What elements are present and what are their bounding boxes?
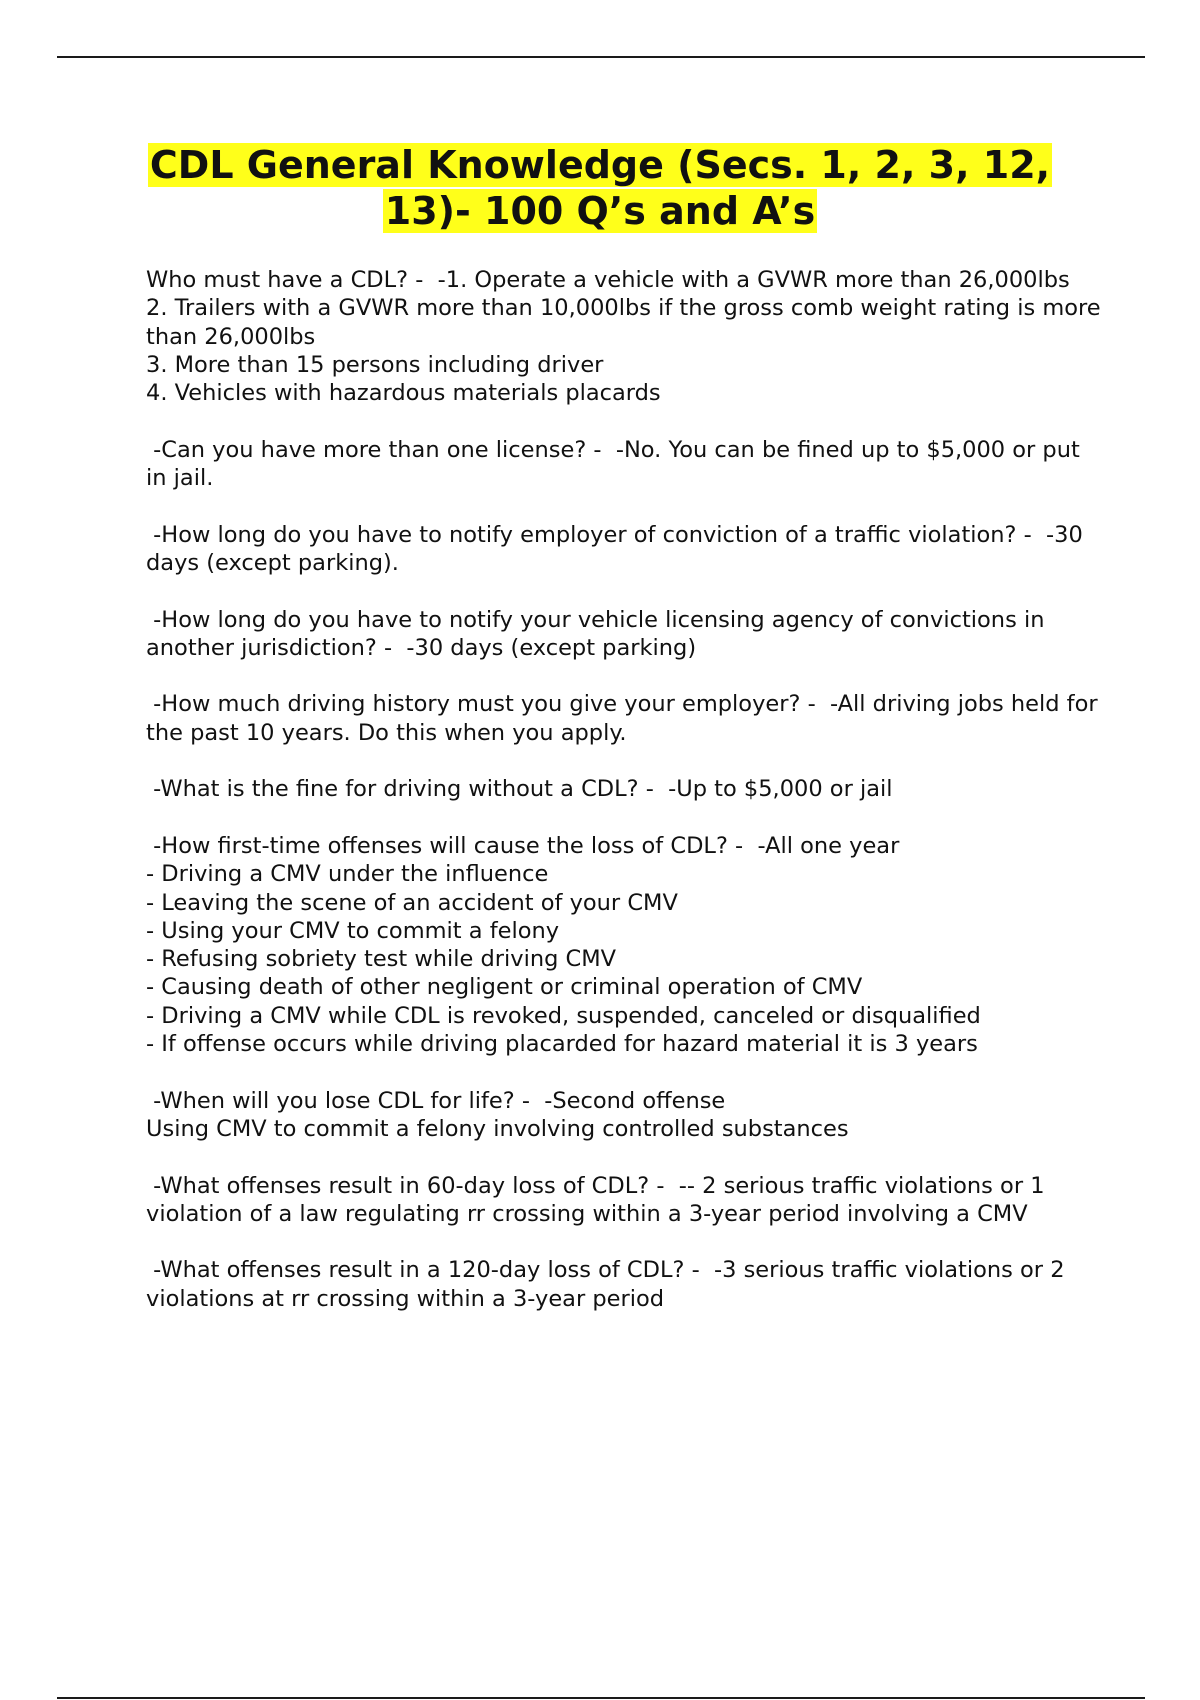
qa-list xyxy=(146,266,1106,1341)
qa-item xyxy=(146,690,1106,747)
question-line: -How long do you have to notify employer of conviction of a traffic violation? - -30 days (except parking). xyxy=(146,521,1090,576)
qa-item xyxy=(146,521,1106,578)
bottom-rule xyxy=(57,1697,1145,1699)
question-line: -How first-time offenses will cause the loss of CDL? - -All one year xyxy=(146,832,900,859)
answer-line: 4. Vehicles with hazardous materials placards xyxy=(146,380,661,407)
qa-item xyxy=(146,606,1106,663)
question-line: -How long do you have to notify your vehicle licensing agency of convictions in another jurisdiction? - -30 days (except parking) xyxy=(146,606,1052,661)
answer-line: 3. More than 15 persons including driver xyxy=(146,351,604,378)
qa-item xyxy=(146,1256,1106,1313)
answer-line: - Refusing sobriety test while driving CMV xyxy=(146,946,617,973)
question-line: -What is the fine for driving without a CDL? - -Up to $5,000 or jail xyxy=(146,776,893,803)
qa-item xyxy=(146,775,1106,803)
answer-line: - Causing death of other negligent or criminal operation of CMV xyxy=(146,974,863,1001)
question-line: -Can you have more than one license? - -No. You can be fined up to $5,000 or put in jail. xyxy=(146,436,1087,492)
answer-line: - Driving a CMV under the influence xyxy=(146,861,549,888)
question-line: -What offenses result in a 120-day loss of CDL? - -3 serious traffic violations or 2 violations at rr crossing within a 3-year period xyxy=(146,1257,1072,1312)
answer-line: 2. Trailers with a GVWR more than 10,000lbs if the gross comb weight rating is more than 26,000lbs xyxy=(146,295,1108,350)
question-line: -What offenses result in 60-day loss of CDL? - -- 2 serious traffic violations or 1 violation of a law regulating rr crossing within a 3-year period involving a CMV xyxy=(146,1172,1052,1227)
question-line: -When will you lose CDL for life? - -Second offense xyxy=(146,1087,726,1114)
top-rule xyxy=(57,56,1145,58)
qa-item xyxy=(146,832,1106,1058)
answer-line: - Leaving the scene of an accident of your CMV xyxy=(146,889,678,916)
qa-item xyxy=(146,436,1106,493)
title-highlight: CDL General Knowledge (Secs. 1, 2, 3, 12, 13)- 100 Q’s and A’s xyxy=(149,143,1051,233)
answer-line: - Using your CMV to commit a felony xyxy=(146,917,560,944)
answer-line: Using CMV to commit a felony involving controlled substances xyxy=(146,1115,849,1142)
qa-item xyxy=(146,266,1106,407)
answer-line: - If offense occurs while driving placarded for hazard material it is 3 years xyxy=(146,1031,978,1058)
qa-item xyxy=(146,1087,1106,1144)
document-title xyxy=(100,142,1100,234)
answer-line: - Driving a CMV while CDL is revoked, suspended, canceled or disqualified xyxy=(146,1002,981,1029)
qa-item xyxy=(146,1172,1106,1229)
question-line: Who must have a CDL? - -1. Operate a vehicle with a GVWR more than 26,000lbs xyxy=(146,267,1070,293)
question-line: -How much driving history must you give your employer? - -All driving jobs held for the past 10 years. Do this when you apply. xyxy=(146,691,1105,746)
